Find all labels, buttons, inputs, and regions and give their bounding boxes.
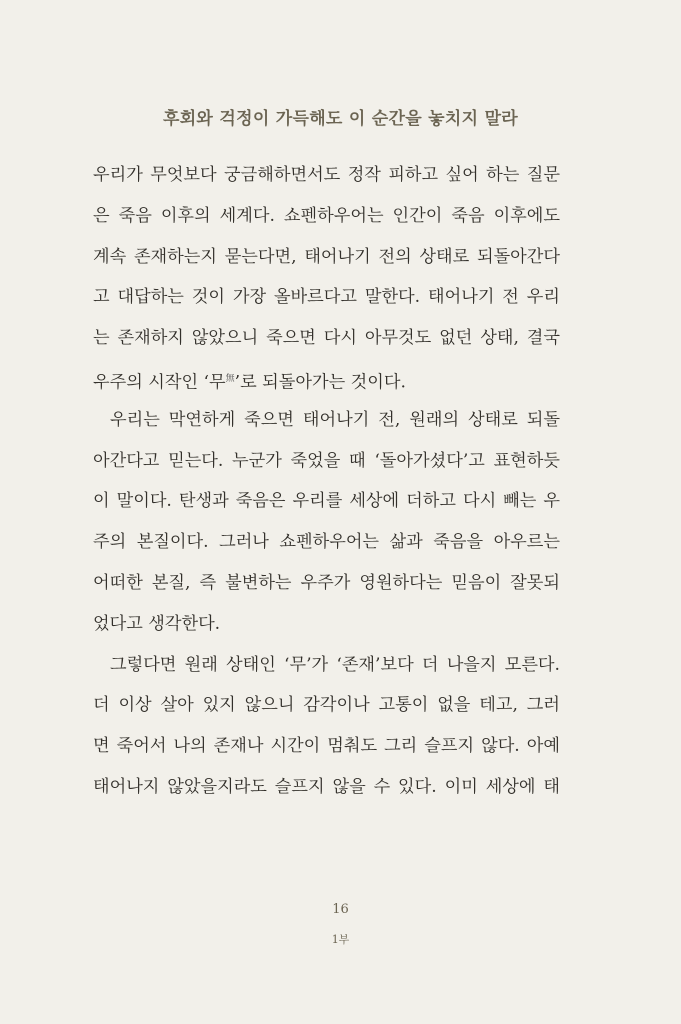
text-line: 는 존재하지 않았으니 죽으면 다시 아무것도 없던 상태, 결국	[93, 328, 560, 349]
text-line: 우리는 막연하게 죽으면 태어나기 전, 원래의 상태로 되돌	[110, 409, 560, 430]
text-fragment: 우주의 시작인 ‘무	[93, 372, 226, 393]
text-line: 주의 본질이다. 그러나 쇼펜하우어는 삶과 죽음을 아우르는	[93, 532, 560, 553]
text-line: 계속 존재하는지 묻는다면, 태어나기 전의 상태로 되돌아간다	[93, 246, 560, 267]
text-line: 었다고 생각한다.	[93, 613, 221, 634]
text-line: 면 죽어서 나의 존재나 시간이 멈춰도 그리 슬프지 않다. 아예	[93, 736, 560, 757]
text-line	[93, 359, 560, 400]
running-head: 후회와 걱정이 가득해도 이 순간을 놓치지 말라	[162, 109, 519, 129]
text-line: 고 대답하는 것이 가장 올바르다고 말한다. 태어나기 전 우리	[93, 287, 560, 308]
text-line: 이 말이다. 탄생과 죽음은 우리를 세상에 더하고 다시 빼는 우	[93, 491, 560, 512]
body-text	[93, 155, 560, 808]
part-label: 1부	[331, 933, 350, 946]
text-line: 더 이상 살아 있지 않으니 감각이나 고통이 없을 테고, 그러	[93, 695, 560, 716]
text-fragment: ’로 되돌아가는 것이다.	[234, 372, 406, 393]
hanja-annotation: 無	[225, 373, 235, 384]
text-line: 아간다고 믿는다. 누군가 죽었을 때 ‘돌아가셨다’고 표현하듯	[93, 450, 560, 471]
text-line: 은 죽음 이후의 세계다. 쇼펜하우어는 인간이 죽음 이후에도	[93, 205, 560, 226]
text-line: 그렇다면 원래 상태인 ‘무’가 ‘존재’보다 더 나을지 모른다.	[110, 654, 560, 675]
text-line: 태어나지 않았을지라도 슬프지 않을 수 있다. 이미 세상에 태	[93, 776, 560, 797]
text-line: 우리가 무엇보다 궁금해하면서도 정작 피하고 싶어 하는 질문	[93, 165, 560, 185]
page-number: 16	[332, 902, 349, 917]
text-line: 어떠한 본질, 즉 불변하는 우주가 영원하다는 믿음이 잘못되	[93, 572, 560, 593]
